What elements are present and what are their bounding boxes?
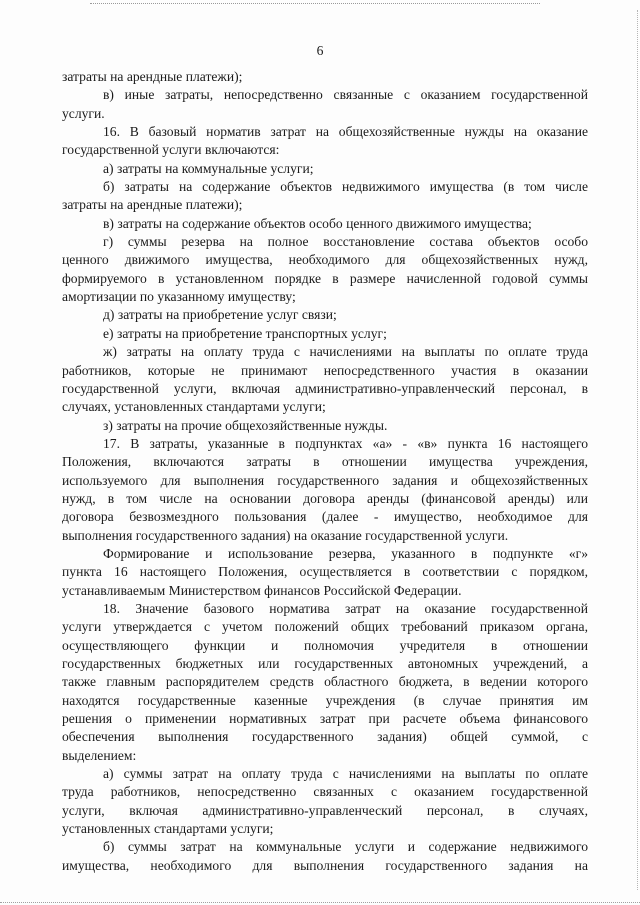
text-line: имущества, необходимого для выполнения государственного задания на [62,857,588,873]
document-body [62,68,588,875]
text-line: пункта 16 настоящего Положения, осуществляется в соответствии с порядком, [62,564,588,580]
text-line: затраты на арендные платежи); [62,69,243,84]
text-line: услуги, включая административно-управленческий персонал, в случаях, [62,802,588,818]
page-number: 6 [316,43,324,58]
text-line: Формирование и использование резерва, указанного в подпункте «г» [103,545,588,561]
scan-edge-top [90,3,540,4]
text-line: государственной услуги, включая административно-управленческий персонал, в [62,380,588,396]
text-line: в) затраты на содержание объектов особо ценного движимого имущества; [103,215,532,231]
text-line: Положения, включаются затраты в отношении имущества учреждения, [62,454,588,470]
text-line: используемого для выполнения государственного задания и общехозяйственных [62,472,588,488]
text-line: в) иные затраты, непосредственно связанные с оказанием государственной [103,87,588,103]
text-line: формируемого в установленном порядке в размере начисленной годовой суммы [62,270,588,286]
text-line: 18. Значение базового норматива затрат на оказание государственной [103,600,588,616]
text-line: установленных стандартами услуги; [62,821,274,837]
text-line: государственной услуги включаются: [62,142,280,158]
text-line: 17. В затраты, указанные в подпунктах «а» - «в» пункта 16 настоящего [103,435,588,451]
text-line: находятся государственные казенные учреждения (в случае принятия им [62,692,588,708]
text-line: договора безвозмездного пользования (далее - имущество, необходимое для [62,509,588,525]
text-line: б) затраты на содержание объектов недвижимого имущества (в том числе [103,179,588,195]
text-line: з) затраты на прочие общехозяйственные нужды. [103,417,388,433]
scan-edge-right [637,10,638,890]
text-line: решения о применении нормативных затрат при расчете объема финансового [62,711,588,727]
text-line: осуществляющего функции и полномочия учредителя в отношении [62,637,588,653]
text-line: е) затраты на приобретение транспортных услуг; [103,325,387,341]
scan-edge-bottom [0,902,640,903]
text-line: государственных бюджетных или государственных автономных учреждений, а [62,656,588,671]
text-line: нужд, в том числе на основании договора аренды (финансовой аренды) или [62,490,588,506]
text-line: затраты на арендные платежи); [62,197,243,213]
text-line: д) затраты на приобретение услуг связи; [103,307,337,323]
text-line: б) суммы затрат на коммунальные услуги и содержание недвижимого [103,839,588,855]
text-line: 16. В базовый норматив затрат на общехозяйственные нужды на оказание [103,124,588,140]
text-line: услуги утверждается с учетом положений общих требований приказом органа, [62,619,588,635]
text-line: а) суммы затрат на оплату труда с начислениями на выплаты по оплате [103,766,588,782]
text-line: ценного движимого имущества, необходимого для общехозяйственных нужд, [62,252,588,268]
text-line: услуги. [62,105,105,121]
text-line: выделением: [62,747,137,763]
text-line: ж) затраты на оплату труда с начислениями на выплаты по оплате труда [103,344,588,360]
text-line: обеспечения выполнения государственного задания) общей суммой, с [62,729,588,745]
text-line: устанавливаемым Министерством финансов Российской Федерации. [62,582,462,598]
text-line: а) затраты на коммунальные услуги; [103,160,314,176]
text-line: г) суммы резерва на полное восстановление состава объектов особо [103,234,588,250]
text-line: амортизации по указанному имуществу; [62,289,296,305]
text-line: выполнения государственного задания) на оказание государственной услуги. [62,527,509,543]
text-line: также главным распорядителем средств областного бюджета, в ведении которого [62,674,588,690]
text-line: случаях, установленных стандартами услуги; [62,399,326,415]
text-line: труда работников, непосредственно связанных с оказанием государственной [62,784,588,800]
text-line: работников, которые не принимают непосредственного участия в оказании [62,362,588,378]
